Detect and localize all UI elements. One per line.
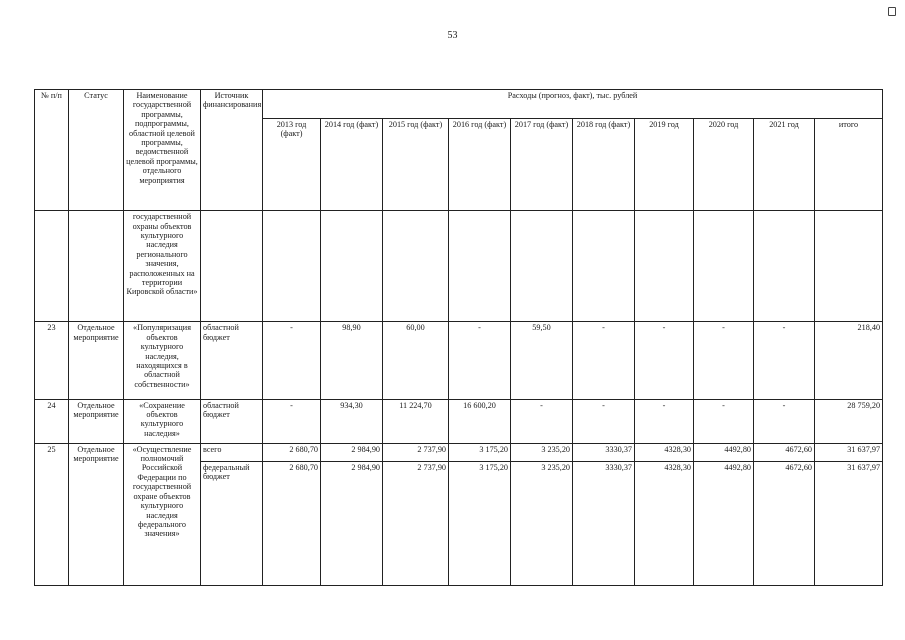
header-num: № п/п	[35, 90, 69, 211]
row-value: -	[694, 322, 754, 399]
row-value: 4492,80	[694, 461, 754, 585]
row-value: 934,30	[321, 399, 383, 443]
row-source	[201, 211, 263, 322]
row-value: 3330,37	[573, 443, 635, 461]
row-value	[511, 211, 573, 322]
row-num: 24	[35, 399, 69, 443]
row-value: 2 984,90	[321, 461, 383, 585]
row-value: -	[635, 322, 694, 399]
row-value: -	[263, 399, 321, 443]
row-value: 4672,60	[754, 461, 815, 585]
row-source: федеральный бюджет	[201, 461, 263, 585]
row-name: «Сохранение объектов культурного наследия»	[124, 399, 201, 443]
row-value: 4328,30	[635, 461, 694, 585]
page-number: 53	[447, 30, 458, 41]
row-total: 31 637,97	[815, 461, 883, 585]
row-source: областной бюджет	[201, 322, 263, 399]
row-value: 3 235,20	[511, 461, 573, 585]
row-value	[263, 211, 321, 322]
row-value	[694, 211, 754, 322]
expenses-table	[34, 89, 883, 586]
row-value: 16 600,20	[449, 399, 511, 443]
row-value: -	[511, 399, 573, 443]
row-value	[754, 211, 815, 322]
row-value	[635, 211, 694, 322]
row-num: 25	[35, 443, 69, 585]
table-row	[35, 211, 883, 322]
header-year: 2018 год (факт)	[573, 119, 635, 211]
row-value: 3 175,20	[449, 443, 511, 461]
row-value: -	[694, 399, 754, 443]
row-total: 28 759,20	[815, 399, 883, 443]
row-value	[449, 211, 511, 322]
header-year: 2017 год (факт)	[511, 119, 573, 211]
header-status: Статус	[69, 90, 124, 211]
row-value: 60,00	[383, 322, 449, 399]
row-value: 98,90	[321, 322, 383, 399]
row-status: Отдельное мероприятие	[69, 443, 124, 585]
row-value: -	[573, 322, 635, 399]
row-name: «Осуществление полномочий Российской Федерации по государственной охране объектов культурного наследия федерального значения»	[124, 443, 201, 585]
table-row	[35, 443, 883, 461]
row-value: 3330,37	[573, 461, 635, 585]
row-value: -	[635, 399, 694, 443]
row-value: 2 680,70	[263, 443, 321, 461]
row-value: 4328,30	[635, 443, 694, 461]
table-row	[35, 399, 883, 443]
row-status: Отдельное мероприятие	[69, 399, 124, 443]
row-total: 218,40	[815, 322, 883, 399]
corner-mark	[888, 7, 896, 16]
row-value: 3 235,20	[511, 443, 573, 461]
row-value: 2 737,90	[383, 443, 449, 461]
row-value: 2 984,90	[321, 443, 383, 461]
row-total: 31 637,97	[815, 443, 883, 461]
row-value: 4672,60	[754, 443, 815, 461]
header-year: 2015 год (факт)	[383, 119, 449, 211]
row-value: 4492,80	[694, 443, 754, 461]
row-value: -	[754, 322, 815, 399]
row-value: 2 680,70	[263, 461, 321, 585]
row-num	[35, 211, 69, 322]
row-value: -	[449, 322, 511, 399]
header-year: 2013 год (факт)	[263, 119, 321, 211]
row-value: 3 175,20	[449, 461, 511, 585]
header-year: 2019 год	[635, 119, 694, 211]
row-value	[321, 211, 383, 322]
header-expenses: Расходы (прогноз, факт), тыс. рублей	[263, 90, 883, 119]
row-value: -	[754, 399, 815, 443]
header-year: 2014 год (факт)	[321, 119, 383, 211]
row-source: областной бюджет	[201, 399, 263, 443]
header-name: Наименование государственной программы, подпрограммы, областной целевой программы, ведомственной целевой программы, отдельного мероприятия	[124, 90, 201, 211]
row-value	[383, 211, 449, 322]
row-value	[573, 211, 635, 322]
row-value: 11 224,70	[383, 399, 449, 443]
row-name: государственной охраны объектов культурного наследия регионального значения, расположенных на территории Кировской области»	[124, 211, 201, 322]
row-value: -	[263, 322, 321, 399]
row-total	[815, 211, 883, 322]
row-source: всего	[201, 443, 263, 461]
table-row	[35, 322, 883, 399]
row-status: Отдельное мероприятие	[69, 322, 124, 399]
row-value: 2 737,90	[383, 461, 449, 585]
row-value: 59,50	[511, 322, 573, 399]
header-year: 2021 год	[754, 119, 815, 211]
header-total: итого	[815, 119, 883, 211]
row-name: «Популяризация объектов культурного наследия, находящихся в областной собственности»	[124, 322, 201, 399]
header-year: 2020 год	[694, 119, 754, 211]
row-status	[69, 211, 124, 322]
row-num: 23	[35, 322, 69, 399]
header-year: 2016 год (факт)	[449, 119, 511, 211]
row-value: -	[573, 399, 635, 443]
header-source: Источник финансирования	[201, 90, 263, 211]
